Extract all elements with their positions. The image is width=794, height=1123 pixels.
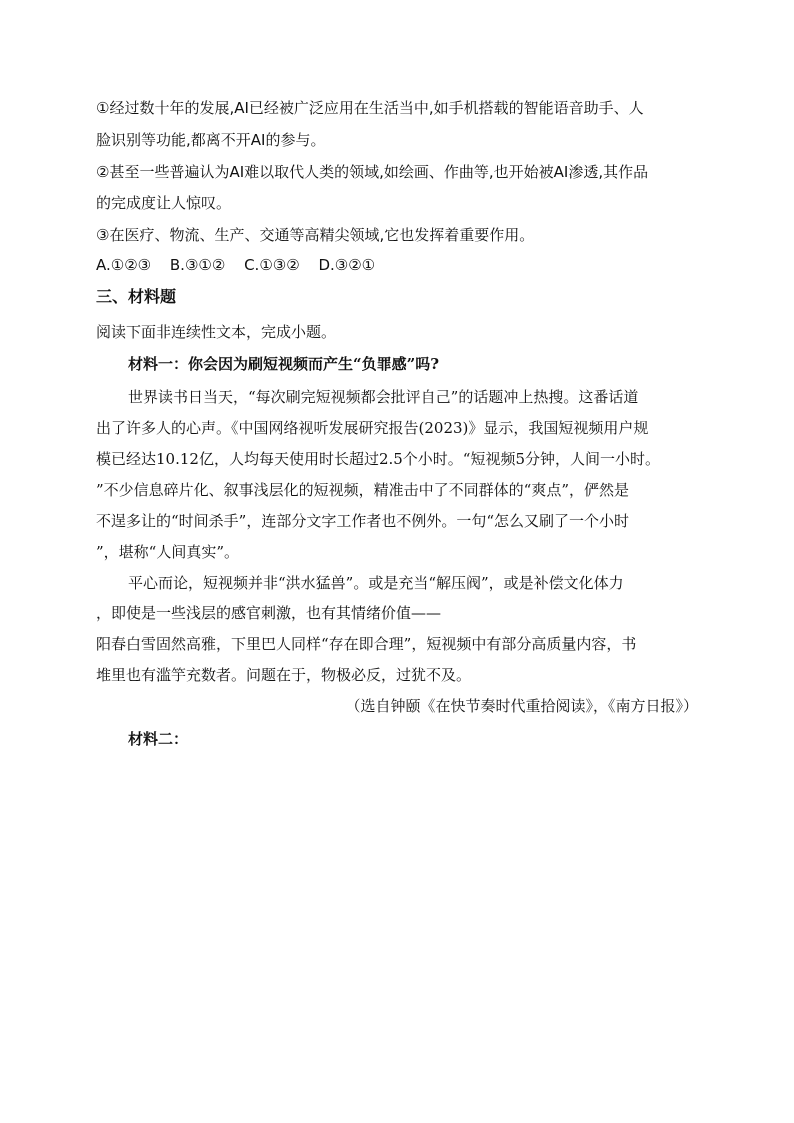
material-1-p1-line-3: 模已经达10.12亿，人均每天使用时长超过2.5个小时。“短视频5分钟，人间一小时。 (96, 450, 661, 468)
material-1-p2-line-3: 阳春白雪固然高雅，下里巴人同样“存在即合理”，短视频中有部分高质量内容，书 (96, 635, 637, 653)
material-1-source: （选自钟颐《在快节奏时代重拾阅读》，《南方日报》） (345, 697, 698, 715)
section-title: 三、材料题 (96, 287, 177, 306)
item-2-line-2: 的完成度让人惊叹。 (96, 194, 232, 212)
material-1-p1-line-1: 世界读书日当天，“每次刷完短视频都会批评自己”的话题冲上热搜。这番话道 (128, 388, 639, 406)
material-1-p2-line-4: 堆里也有滥竽充数者。问题在于，物极必反，过犹不及。 (96, 666, 472, 684)
instruction: 阅读下面非连续性文本，完成小题。 (96, 323, 337, 341)
item-1-line-1: ①经过数十年的发展,AI已经被广泛应用在生活当中,如手机搭载的智能语音助手、人 (96, 99, 644, 117)
option-b[interactable]: B.③①② (169, 256, 226, 274)
material-1-p2-line-2: ，即使是一些浅层的感官刺激，也有其情绪价值—— (96, 604, 442, 622)
item-3-line-1: ③在医疗、物流、生产、交通等高精尖领域,它也发挥着重要作用。 (96, 226, 535, 244)
option-a[interactable]: A.①②③ (96, 256, 152, 274)
item-2-line-1: ②甚至一些普遍认为AI难以取代人类的领域,如绘画、作曲等,也开始被AI渗透,其作品 (96, 163, 649, 181)
material-2-title: 材料二： (128, 730, 189, 748)
material-1-p1-line-2: 出了许多人的心声。《中国网络视听发展研究报告(2023)》显示，我国短视频用户规 (96, 419, 649, 437)
answer-options (96, 255, 389, 275)
option-d[interactable]: D.③②① (318, 256, 376, 274)
option-c[interactable]: C.①③② (244, 256, 300, 274)
material-1-title: 材料一：你会因为刷短视频而产生“负罪感”吗? (128, 355, 440, 373)
material-1-p1-line-6: ”，堪称“人间真实”。 (96, 543, 240, 561)
material-1-p1-line-5: 不逞多让的“时间杀手”，连部分文字工作者也不例外。一句“怎么又刷了一个小时 (96, 512, 630, 530)
material-1-p1-line-4: ”不少信息碎片化、叙事浅层化的短视频，精准击中了不同群体的“爽点”，俨然是 (96, 481, 630, 499)
item-1-line-2: 脸识别等功能,都离不开AI的参与。 (96, 131, 326, 149)
material-1-p2-line-1: 平心而论，短视频并非“洪水猛兽”。或是充当“解压阀”，或是补偿文化体力 (128, 574, 624, 592)
